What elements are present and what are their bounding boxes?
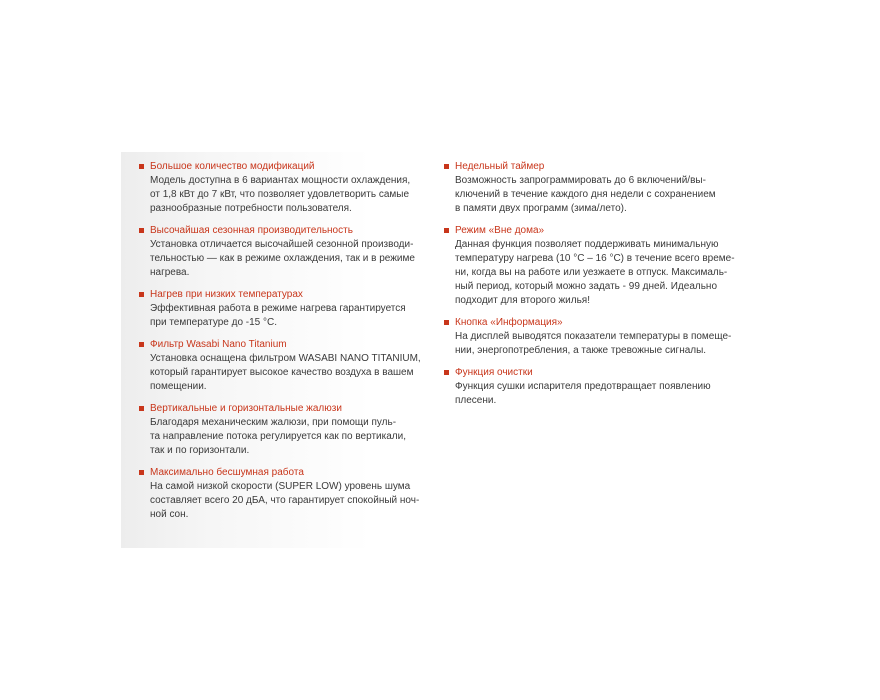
features-right-column	[444, 160, 744, 416]
feature-text-line: помещении.	[150, 381, 207, 392]
square-bullet-icon	[139, 470, 144, 475]
feature-louvers	[139, 402, 439, 458]
feature-title: Высочайшая сезонная производительность	[150, 225, 353, 236]
square-bullet-icon	[139, 292, 144, 297]
feature-title: Недельный таймер	[455, 161, 545, 172]
feature-text-line: в памяти двух программ (зима/лето).	[455, 203, 627, 214]
square-bullet-icon	[139, 228, 144, 233]
feature-text-line: ный период, который можно задать - 99 дней. Идеально	[455, 281, 718, 292]
feature-title: Кнопка «Информация»	[455, 317, 563, 328]
feature-title: Максимально бесшумная работа	[150, 467, 304, 478]
feature-weekly-timer	[444, 160, 744, 216]
feature-silent-operation	[139, 466, 439, 522]
feature-text-line: нагрева.	[150, 267, 190, 278]
feature-title: Фильтр Wasabi Nano Titanium	[150, 339, 287, 350]
feature-cleaning-function	[444, 366, 744, 408]
feature-text-line: На дисплей выводятся показатели температуры в помеще-	[455, 331, 732, 342]
feature-title: Режим «Вне дома»	[455, 225, 545, 236]
feature-text-line: На самой низкой скорости (SUPER LOW) уровень шума	[150, 481, 411, 492]
feature-text-line: Модель доступна в 6 вариантах мощности охлаждения,	[150, 175, 411, 186]
feature-text-line: ни, когда вы на работе или уезжаете в отпуск. Максималь-	[455, 267, 728, 278]
feature-modifications	[139, 160, 439, 216]
feature-text-line: разнообразные потребности пользователя.	[150, 203, 352, 214]
feature-seasonal-performance	[139, 224, 439, 280]
feature-text-line: ключений в течение каждого дня недели с сохранением	[455, 189, 716, 200]
square-bullet-icon	[139, 406, 144, 411]
feature-title: Большое количество модификаций	[150, 161, 315, 172]
feature-text-line: который гарантирует высокое качество воздуха в вашем	[150, 367, 414, 378]
feature-text-line: Эффективная работа в режиме нагрева гарантируется	[150, 303, 406, 314]
feature-text-line: Функция сушки испарителя предотвращает появлению	[455, 381, 711, 392]
feature-text-line: Благодаря механическим жалюзи, при помощи пуль-	[150, 417, 397, 428]
feature-text-line: от 1,8 кВт до 7 кВт, что позволяет удовлетворить самые	[150, 189, 410, 200]
square-bullet-icon	[444, 370, 449, 375]
feature-wasabi-filter	[139, 338, 439, 394]
feature-text-line: Установка отличается высочайшей сезонной производи-	[150, 239, 414, 250]
square-bullet-icon	[444, 228, 449, 233]
feature-title: Нагрев при низких температурах	[150, 289, 303, 300]
feature-text-line: Возможность запрограммировать до 6 включений/вы-	[455, 175, 706, 186]
feature-text-line: тельностью — как в режиме охлаждения, так и в режиме	[150, 253, 415, 264]
feature-text-line: нии, энергопотребления, а также тревожные сигналы.	[455, 345, 707, 356]
feature-away-mode	[444, 224, 744, 308]
square-bullet-icon	[139, 342, 144, 347]
feature-text-line: ной сон.	[150, 509, 189, 520]
feature-title: Функция очистки	[455, 367, 533, 378]
square-bullet-icon	[139, 164, 144, 169]
feature-text-line: при температуре до -15 °С.	[150, 317, 278, 328]
feature-low-temp-heating	[139, 288, 439, 330]
feature-text-line: температуру нагрева (10 °С – 16 °С) в течение всего време-	[455, 253, 735, 264]
feature-text-line: та направление потока регулируется как по вертикали,	[150, 431, 406, 442]
square-bullet-icon	[444, 320, 449, 325]
feature-text-line: подходит для второго жилья!	[455, 295, 590, 306]
feature-text-line: Установка оснащена фильтром WASABI NANO TITANIUM,	[150, 353, 421, 364]
features-left-column	[139, 160, 439, 530]
feature-text-line: так и по горизонтали.	[150, 445, 250, 456]
square-bullet-icon	[444, 164, 449, 169]
feature-text-line: плесени.	[455, 395, 497, 406]
feature-title: Вертикальные и горизонтальные жалюзи	[150, 403, 342, 414]
feature-text-line: Данная функция позволяет поддерживать минимальную	[455, 239, 719, 250]
feature-info-button	[444, 316, 744, 358]
feature-text-line: составляет всего 20 дБА, что гарантирует спокойный ноч-	[150, 495, 420, 506]
